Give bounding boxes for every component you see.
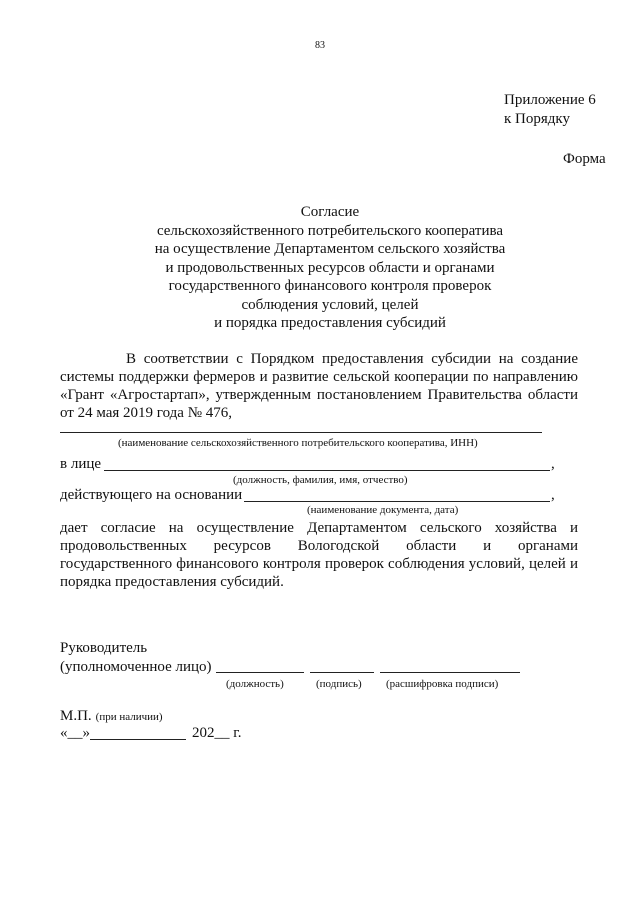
position-hint: (должность) xyxy=(226,678,284,690)
page-number: 83 xyxy=(315,40,325,51)
person-comma: , xyxy=(551,456,555,472)
title-line: и продовольственных ресурсов области и органами xyxy=(165,259,495,276)
basis-field[interactable] xyxy=(244,501,550,502)
title-line: сельскохозяйственного потребительского кооператива xyxy=(156,222,504,239)
date-open: «__» xyxy=(60,725,90,741)
stamp-hint: (при наличии) xyxy=(95,711,163,723)
basis-label: действующего на основании xyxy=(60,487,243,503)
title-line: на осуществление Департаментом сельского хозяйства xyxy=(154,241,506,257)
authorized-label: (уполномоченное лицо) xyxy=(60,659,212,675)
title-line: государственного финансового контроля проверок xyxy=(168,278,492,294)
position-field[interactable] xyxy=(216,672,304,673)
appendix-number: Приложение 6 xyxy=(504,92,596,108)
basis-comma: , xyxy=(551,487,555,503)
stamp-label: М.П. xyxy=(60,708,92,724)
decode-field[interactable] xyxy=(380,672,520,673)
coop-name-hint: (наименование сельскохозяйственного потребительского кооператива, ИНН) xyxy=(118,437,478,449)
decode-hint: (расшифровка подписи) xyxy=(386,678,499,690)
sign-hint: (подпись) xyxy=(316,678,362,690)
person-hint: (должность, фамилия, имя, отчество) xyxy=(233,474,408,486)
coop-name-field[interactable] xyxy=(60,432,542,433)
consent-paragraph: дает согласие на осуществление Департаментом сельского хозяйства и продовольственных ресурсов Вологодской области и органами государственного финансового контроля проверок соблюдения условий, целей и порядка предоставления субсидий. xyxy=(60,520,578,590)
head-label: Руководитель xyxy=(60,640,148,656)
basis-hint: (наименование документа, дата) xyxy=(307,504,459,516)
title-line: и порядка предоставления субсидий xyxy=(214,315,446,331)
document-title xyxy=(110,203,550,333)
person-field[interactable] xyxy=(104,470,550,471)
title-line: Согласие xyxy=(300,204,360,220)
form-label: Форма xyxy=(563,151,606,167)
sign-field[interactable] xyxy=(310,672,374,673)
person-label: в лице xyxy=(60,456,102,472)
date-year: 202__ г. xyxy=(192,725,242,741)
stamp-line xyxy=(60,707,163,725)
title-line: соблюдения условий, целей xyxy=(241,296,419,313)
appendix-reference: к Порядку xyxy=(504,111,570,127)
intro-text: В соответствии с Порядком предоставления субсидии на создание системы поддержки фермеров и развитие сельской кооперации по направлению «Грант «Агростартап», утвержденным постановлением Правительства области от 24 мая 2019 года № 476, xyxy=(60,351,578,421)
date-field[interactable] xyxy=(90,739,186,740)
intro-paragraph xyxy=(60,350,578,422)
